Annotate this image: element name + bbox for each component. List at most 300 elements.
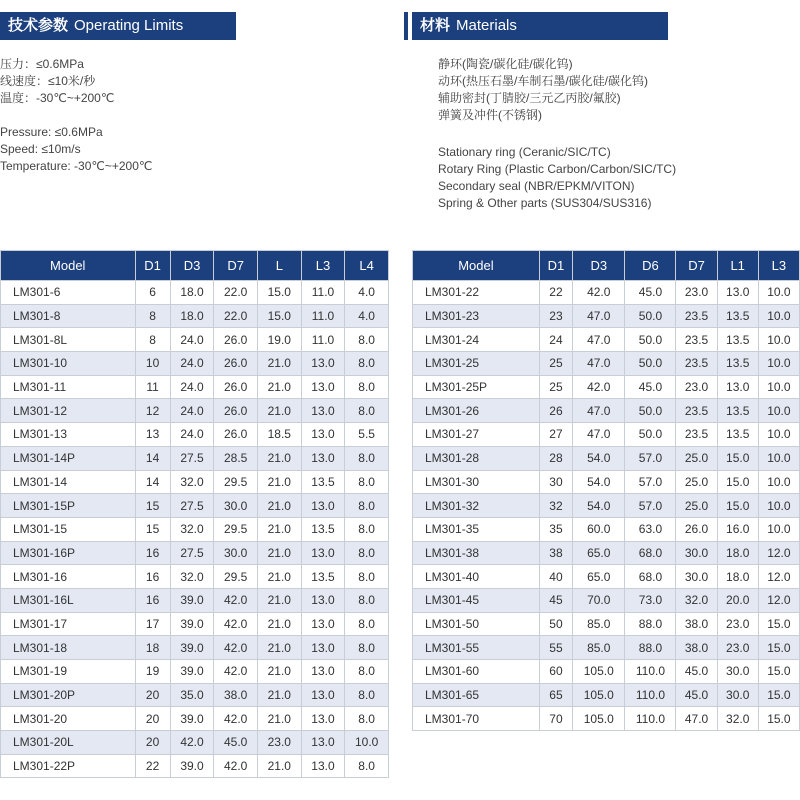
cell-l3: 13.0 — [301, 352, 345, 376]
limit-speed-zh: 线速度：≤10米/秒 — [0, 74, 96, 88]
cell-l1: 13.5 — [717, 352, 758, 376]
cell-model: LM301-65 — [413, 683, 540, 707]
cell-l: 21.0 — [257, 636, 301, 660]
cell-d6: 63.0 — [625, 517, 676, 541]
cell-d1: 32 — [539, 494, 572, 518]
cell-d6: 57.0 — [625, 494, 676, 518]
cell-d1: 20 — [135, 707, 170, 731]
cell-l: 21.0 — [257, 375, 301, 399]
cell-d7: 38.0 — [676, 612, 717, 636]
cell-d3: 42.0 — [573, 281, 625, 305]
cell-l: 21.0 — [257, 517, 301, 541]
cell-d7: 23.5 — [676, 328, 717, 352]
cell-l4: 8.0 — [345, 636, 389, 660]
cell-d1: 26 — [539, 399, 572, 423]
cell-d7: 23.0 — [676, 375, 717, 399]
cell-l3: 12.0 — [758, 541, 799, 565]
cell-model: LM301-10 — [1, 352, 136, 376]
cell-d1: 14 — [135, 446, 170, 470]
cell-d1: 28 — [539, 446, 572, 470]
cell-d7: 26.0 — [214, 352, 258, 376]
column-header-model: Model — [1, 251, 136, 281]
cell-model: LM301-60 — [413, 660, 540, 684]
cell-model: LM301-32 — [413, 494, 540, 518]
material-stationary-ring-zh: 静环(陶瓷/碳化硅/碳化钨) — [438, 57, 573, 71]
cell-l3: 13.0 — [301, 423, 345, 447]
cell-d7: 30.0 — [214, 541, 258, 565]
cell-l3: 13.5 — [301, 470, 345, 494]
material-spring-en: Spring & Other parts (SUS304/SUS316) — [438, 196, 652, 210]
table-row — [1, 470, 389, 494]
cell-d7: 29.5 — [214, 565, 258, 589]
cell-d6: 57.0 — [625, 470, 676, 494]
cell-l3: 15.0 — [758, 612, 799, 636]
cell-l3: 10.0 — [758, 470, 799, 494]
cell-d7: 30.0 — [676, 565, 717, 589]
cell-d1: 18 — [135, 636, 170, 660]
cell-model: LM301-30 — [413, 470, 540, 494]
cell-d1: 15 — [135, 494, 170, 518]
cell-l3: 10.0 — [758, 352, 799, 376]
table-row — [1, 517, 389, 541]
column-header-d1: D1 — [135, 251, 170, 281]
table-row — [413, 399, 800, 423]
cell-l1: 13.0 — [717, 281, 758, 305]
column-header-d7: D7 — [676, 251, 717, 281]
cell-model: LM301-20P — [1, 683, 136, 707]
cell-l1: 18.0 — [717, 565, 758, 589]
column-header-d3: D3 — [170, 251, 214, 281]
cell-l3: 13.0 — [301, 446, 345, 470]
cell-d3: 24.0 — [170, 352, 214, 376]
cell-d3: 18.0 — [170, 304, 214, 328]
cell-l1: 15.0 — [717, 470, 758, 494]
cell-d1: 13 — [135, 423, 170, 447]
table-header-row — [413, 251, 800, 281]
cell-d7: 38.0 — [676, 636, 717, 660]
table-row — [1, 683, 389, 707]
cell-l3: 15.0 — [758, 660, 799, 684]
cell-model: LM301-17 — [1, 612, 136, 636]
cell-d1: 40 — [539, 565, 572, 589]
cell-d7: 22.0 — [214, 304, 258, 328]
cell-d1: 60 — [539, 660, 572, 684]
cell-d1: 35 — [539, 517, 572, 541]
cell-model: LM301-13 — [1, 423, 136, 447]
cell-l: 21.0 — [257, 754, 301, 778]
cell-l3: 13.0 — [301, 588, 345, 612]
cell-l3: 13.0 — [301, 636, 345, 660]
cell-l4: 8.0 — [345, 565, 389, 589]
cell-d3: 32.0 — [170, 470, 214, 494]
table-row — [1, 541, 389, 565]
cell-d3: 47.0 — [573, 399, 625, 423]
cell-d6: 45.0 — [625, 375, 676, 399]
cell-d3: 105.0 — [573, 660, 625, 684]
cell-d1: 25 — [539, 375, 572, 399]
table-row — [1, 565, 389, 589]
cell-l1: 15.0 — [717, 494, 758, 518]
cell-l: 18.5 — [257, 423, 301, 447]
cell-l: 19.0 — [257, 328, 301, 352]
cell-d1: 23 — [539, 304, 572, 328]
table-row — [413, 517, 800, 541]
cell-l4: 8.0 — [345, 399, 389, 423]
cell-l3: 13.0 — [301, 707, 345, 731]
cell-d7: 28.5 — [214, 446, 258, 470]
cell-l4: 8.0 — [345, 352, 389, 376]
cell-l4: 8.0 — [345, 660, 389, 684]
cell-d3: 54.0 — [573, 494, 625, 518]
cell-d1: 20 — [135, 683, 170, 707]
cell-d3: 32.0 — [170, 565, 214, 589]
column-header-l1: L1 — [717, 251, 758, 281]
cell-d3: 39.0 — [170, 588, 214, 612]
table-row — [413, 328, 800, 352]
column-header-l: L — [257, 251, 301, 281]
cell-model: LM301-8 — [1, 304, 136, 328]
table-row — [413, 565, 800, 589]
cell-l: 21.0 — [257, 494, 301, 518]
cell-l3: 10.0 — [758, 517, 799, 541]
table-row — [1, 754, 389, 778]
cell-l3: 11.0 — [301, 328, 345, 352]
cell-l3: 11.0 — [301, 281, 345, 305]
cell-l3: 13.0 — [301, 754, 345, 778]
cell-l3: 13.5 — [301, 565, 345, 589]
cell-d1: 16 — [135, 588, 170, 612]
column-header-d3: D3 — [573, 251, 625, 281]
table-row — [1, 707, 389, 731]
cell-model: LM301-8L — [1, 328, 136, 352]
materials-zh-block — [438, 56, 648, 124]
cell-d3: 65.0 — [573, 565, 625, 589]
cell-d1: 45 — [539, 588, 572, 612]
cell-model: LM301-24 — [413, 328, 540, 352]
table-row — [413, 375, 800, 399]
cell-l1: 20.0 — [717, 588, 758, 612]
cell-d1: 19 — [135, 660, 170, 684]
cell-d7: 25.0 — [676, 470, 717, 494]
cell-l: 21.0 — [257, 565, 301, 589]
cell-l3: 13.0 — [301, 541, 345, 565]
limit-temperature-en: Temperature: -30℃~+200℃ — [0, 159, 153, 173]
cell-model: LM301-70 — [413, 707, 540, 731]
cell-model: LM301-20L — [1, 731, 136, 755]
cell-l3: 13.0 — [301, 683, 345, 707]
cell-l: 21.0 — [257, 470, 301, 494]
limits-en-block — [0, 124, 152, 175]
cell-d3: 70.0 — [573, 588, 625, 612]
cell-d1: 8 — [135, 328, 170, 352]
cell-l3: 12.0 — [758, 588, 799, 612]
cell-l4: 8.0 — [345, 754, 389, 778]
cell-l4: 8.0 — [345, 612, 389, 636]
cell-l1: 13.5 — [717, 399, 758, 423]
cell-d6: 68.0 — [625, 565, 676, 589]
cell-l4: 8.0 — [345, 588, 389, 612]
cell-model: LM301-20 — [1, 707, 136, 731]
cell-l: 15.0 — [257, 304, 301, 328]
table-row — [413, 683, 800, 707]
cell-model: LM301-25P — [413, 375, 540, 399]
cell-l4: 8.0 — [345, 328, 389, 352]
cell-d6: 68.0 — [625, 541, 676, 565]
cell-d7: 26.0 — [214, 423, 258, 447]
cell-d3: 27.5 — [170, 446, 214, 470]
cell-d7: 26.0 — [214, 399, 258, 423]
cell-d7: 25.0 — [676, 494, 717, 518]
cell-d7: 23.5 — [676, 399, 717, 423]
table-header-row — [1, 251, 389, 281]
cell-d3: 35.0 — [170, 683, 214, 707]
table-row — [1, 399, 389, 423]
cell-l1: 13.5 — [717, 304, 758, 328]
cell-model: LM301-26 — [413, 399, 540, 423]
table-row — [413, 541, 800, 565]
cell-d7: 29.5 — [214, 517, 258, 541]
cell-d6: 57.0 — [625, 446, 676, 470]
cell-d7: 30.0 — [214, 494, 258, 518]
cell-model: LM301-12 — [1, 399, 136, 423]
limits-zh-block — [0, 56, 114, 107]
cell-d7: 42.0 — [214, 707, 258, 731]
cell-d3: 32.0 — [170, 517, 214, 541]
cell-l4: 8.0 — [345, 470, 389, 494]
table-row — [1, 281, 389, 305]
cell-l4: 8.0 — [345, 517, 389, 541]
cell-l4: 4.0 — [345, 281, 389, 305]
cell-d1: 22 — [539, 281, 572, 305]
limit-pressure-en: Pressure: ≤0.6MPa — [0, 125, 103, 139]
cell-d6: 50.0 — [625, 423, 676, 447]
cell-d7: 29.5 — [214, 470, 258, 494]
cell-d6: 50.0 — [625, 328, 676, 352]
cell-d1: 30 — [539, 470, 572, 494]
limit-temperature-zh: 温度：-30℃~+200℃ — [0, 91, 115, 105]
cell-d1: 14 — [135, 470, 170, 494]
cell-d1: 70 — [539, 707, 572, 731]
cell-l: 21.0 — [257, 541, 301, 565]
table-row — [413, 423, 800, 447]
cell-d7: 42.0 — [214, 612, 258, 636]
cell-l3: 13.0 — [301, 494, 345, 518]
table-row — [1, 660, 389, 684]
cell-l3: 15.0 — [758, 707, 799, 731]
cell-d3: 18.0 — [170, 281, 214, 305]
table-row — [413, 660, 800, 684]
operating-limits-title-en: Operating Limits — [74, 17, 184, 34]
cell-d7: 23.5 — [676, 304, 717, 328]
cell-l4: 8.0 — [345, 707, 389, 731]
table-row — [1, 731, 389, 755]
cell-d1: 10 — [135, 352, 170, 376]
cell-l1: 30.0 — [717, 660, 758, 684]
cell-l: 21.0 — [257, 352, 301, 376]
cell-d6: 50.0 — [625, 304, 676, 328]
cell-l4: 8.0 — [345, 446, 389, 470]
table-row — [1, 636, 389, 660]
cell-d1: 20 — [135, 731, 170, 755]
table-row — [1, 423, 389, 447]
column-header-l3: L3 — [301, 251, 345, 281]
column-header-d1: D1 — [539, 251, 572, 281]
table-row — [1, 375, 389, 399]
cell-model: LM301-35 — [413, 517, 540, 541]
cell-model: LM301-22 — [413, 281, 540, 305]
cell-d6: 50.0 — [625, 399, 676, 423]
cell-d7: 32.0 — [676, 588, 717, 612]
cell-d1: 11 — [135, 375, 170, 399]
cell-d1: 6 — [135, 281, 170, 305]
cell-d6: 110.0 — [625, 683, 676, 707]
cell-d3: 105.0 — [573, 683, 625, 707]
table-row — [413, 588, 800, 612]
cell-l1: 23.0 — [717, 636, 758, 660]
table-row — [413, 470, 800, 494]
dimensions-table-left — [0, 250, 389, 778]
cell-d7: 42.0 — [214, 754, 258, 778]
cell-model: LM301-23 — [413, 304, 540, 328]
dimensions-table-right — [412, 250, 800, 731]
cell-d7: 42.0 — [214, 636, 258, 660]
materials-header — [412, 12, 668, 40]
cell-l3: 11.0 — [301, 304, 345, 328]
table-row — [1, 352, 389, 376]
cell-d3: 105.0 — [573, 707, 625, 731]
cell-l1: 23.0 — [717, 612, 758, 636]
cell-d3: 39.0 — [170, 754, 214, 778]
operating-limits-header — [0, 12, 236, 40]
cell-l: 21.0 — [257, 446, 301, 470]
table-row — [413, 281, 800, 305]
cell-d7: 30.0 — [676, 541, 717, 565]
cell-d1: 27 — [539, 423, 572, 447]
cell-d7: 45.0 — [676, 683, 717, 707]
cell-d1: 38 — [539, 541, 572, 565]
limit-pressure-zh: 压力：≤0.6MPa — [0, 57, 84, 71]
cell-d3: 65.0 — [573, 541, 625, 565]
cell-model: LM301-55 — [413, 636, 540, 660]
table-row — [1, 304, 389, 328]
materials-en-block — [438, 144, 676, 212]
cell-d1: 16 — [135, 565, 170, 589]
cell-model: LM301-18 — [1, 636, 136, 660]
table-row — [1, 446, 389, 470]
column-header-l4: L4 — [345, 251, 389, 281]
cell-d7: 23.5 — [676, 352, 717, 376]
cell-d1: 25 — [539, 352, 572, 376]
cell-d3: 24.0 — [170, 328, 214, 352]
material-rotary-ring-zh: 动环(热压石墨/车制石墨/碳化硅/碳化钨) — [438, 74, 648, 88]
cell-l1: 13.5 — [717, 423, 758, 447]
table-row — [413, 352, 800, 376]
cell-l4: 8.0 — [345, 683, 389, 707]
cell-d3: 24.0 — [170, 423, 214, 447]
column-header-model: Model — [413, 251, 540, 281]
cell-l1: 13.0 — [717, 375, 758, 399]
cell-model: LM301-6 — [1, 281, 136, 305]
cell-d7: 38.0 — [214, 683, 258, 707]
cell-l: 21.0 — [257, 399, 301, 423]
cell-d7: 42.0 — [214, 588, 258, 612]
cell-d7: 26.0 — [676, 517, 717, 541]
cell-d6: 110.0 — [625, 707, 676, 731]
cell-d7: 23.0 — [676, 281, 717, 305]
cell-d3: 47.0 — [573, 352, 625, 376]
cell-l3: 12.0 — [758, 565, 799, 589]
cell-model: LM301-14 — [1, 470, 136, 494]
cell-d3: 39.0 — [170, 636, 214, 660]
cell-l4: 8.0 — [345, 541, 389, 565]
cell-model: LM301-19 — [1, 660, 136, 684]
cell-l: 21.0 — [257, 588, 301, 612]
cell-d1: 8 — [135, 304, 170, 328]
cell-d3: 39.0 — [170, 612, 214, 636]
cell-l3: 10.0 — [758, 375, 799, 399]
cell-l3: 10.0 — [758, 304, 799, 328]
table-row — [413, 612, 800, 636]
column-header-d7: D7 — [214, 251, 258, 281]
cell-d3: 24.0 — [170, 375, 214, 399]
cell-l3: 13.0 — [301, 612, 345, 636]
material-stationary-ring-en: Stationary ring (Ceranic/SIC/TC) — [438, 145, 611, 159]
cell-d1: 17 — [135, 612, 170, 636]
cell-model: LM301-45 — [413, 588, 540, 612]
table-row — [413, 707, 800, 731]
cell-l1: 13.5 — [717, 328, 758, 352]
cell-l3: 13.5 — [301, 517, 345, 541]
cell-d3: 39.0 — [170, 660, 214, 684]
limit-speed-en: Speed: ≤10m/s — [0, 142, 81, 156]
cell-d7: 22.0 — [214, 281, 258, 305]
cell-l3: 10.0 — [758, 446, 799, 470]
cell-d7: 45.0 — [214, 731, 258, 755]
cell-l: 21.0 — [257, 612, 301, 636]
cell-d3: 54.0 — [573, 446, 625, 470]
material-spring-zh: 弹簧及冲件(不锈钢) — [438, 108, 542, 122]
cell-d3: 85.0 — [573, 636, 625, 660]
cell-d7: 42.0 — [214, 660, 258, 684]
cell-d1: 22 — [135, 754, 170, 778]
cell-l4: 8.0 — [345, 375, 389, 399]
cell-l3: 13.0 — [301, 375, 345, 399]
cell-d3: 47.0 — [573, 304, 625, 328]
cell-model: LM301-22P — [1, 754, 136, 778]
cell-model: LM301-16 — [1, 565, 136, 589]
table-row — [413, 636, 800, 660]
cell-model: LM301-11 — [1, 375, 136, 399]
cell-d7: 26.0 — [214, 375, 258, 399]
cell-l3: 10.0 — [758, 494, 799, 518]
cell-d3: 54.0 — [573, 470, 625, 494]
cell-d7: 23.5 — [676, 423, 717, 447]
cell-model: LM301-27 — [413, 423, 540, 447]
cell-l1: 15.0 — [717, 446, 758, 470]
material-rotary-ring-en: Rotary Ring (Plastic Carbon/Carbon/SIC/TC) — [438, 162, 677, 176]
cell-model: LM301-25 — [413, 352, 540, 376]
table-row — [413, 446, 800, 470]
cell-l: 15.0 — [257, 281, 301, 305]
cell-l: 23.0 — [257, 731, 301, 755]
cell-l1: 30.0 — [717, 683, 758, 707]
cell-d3: 39.0 — [170, 707, 214, 731]
cell-model: LM301-28 — [413, 446, 540, 470]
cell-l4: 10.0 — [345, 731, 389, 755]
table-row — [413, 494, 800, 518]
table-row — [1, 494, 389, 518]
cell-model: LM301-14P — [1, 446, 136, 470]
